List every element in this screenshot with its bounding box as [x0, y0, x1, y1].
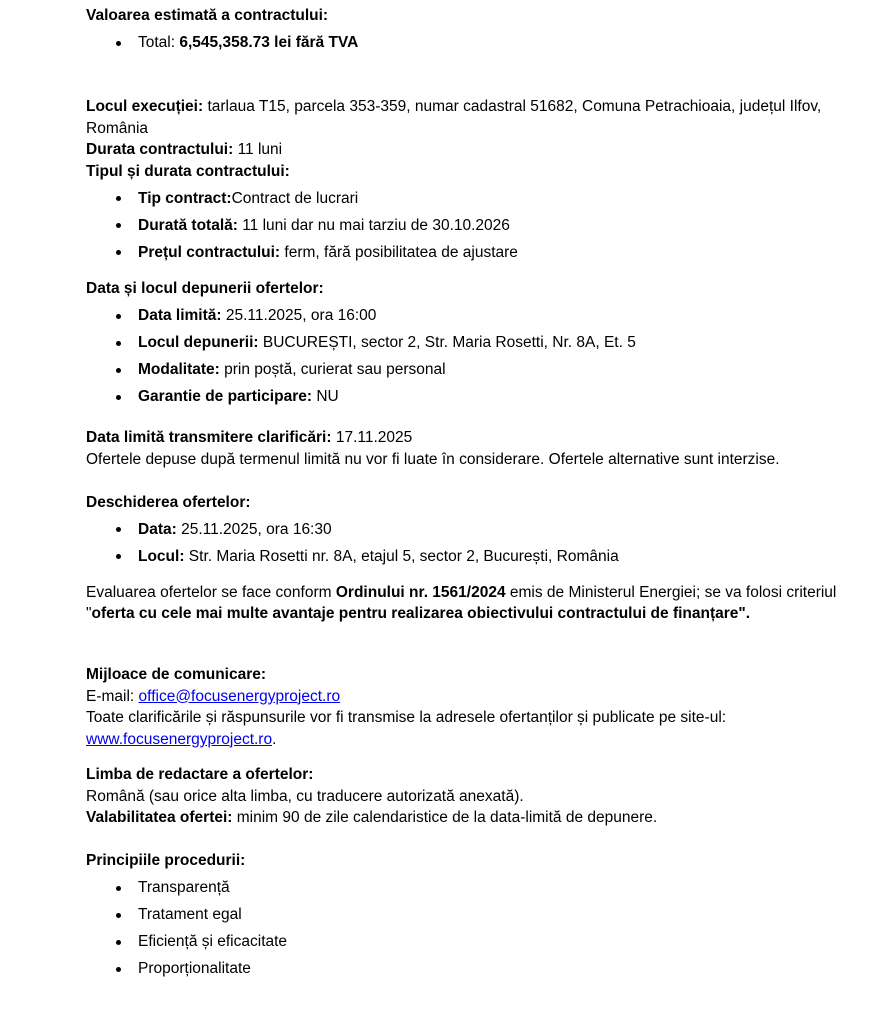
- opening-list: [86, 519, 846, 568]
- opening-data-label: Data:: [138, 520, 177, 538]
- estimated-value-heading: Valoarea estimată a contractului:: [86, 7, 329, 24]
- data-limita-label: Data limită:: [138, 307, 222, 324]
- contract-duration-line: [86, 139, 846, 161]
- execution-section: [86, 96, 846, 182]
- total-value: 6,545,358.73 lei fără TVA: [179, 34, 359, 51]
- communication-section: [86, 664, 846, 750]
- locul-depunerii-text: BUCUREȘTI, sector 2, Str. Maria Rosetti, Nr. 8A, Et. 5: [258, 334, 636, 351]
- list-item-proportionalitate: Proporționalitate: [138, 958, 846, 980]
- total-label: Total:: [138, 34, 180, 51]
- opening-data-text: 25.11.2025, ora 16:30: [176, 520, 332, 538]
- validity-line: [86, 807, 846, 829]
- list-item-transparenta: Transparență: [138, 877, 846, 899]
- evaluation-text-1: Evaluarea ofertelor se face conform: [86, 583, 336, 601]
- communication-note-period: .: [272, 730, 277, 748]
- principles-list: [86, 877, 846, 980]
- evaluation-text-3: ".: [738, 605, 751, 622]
- list-item-pret-contract: [138, 242, 846, 264]
- durata-totala-text: 11 luni dar nu mai tarziu de 30.10.2026: [237, 216, 510, 234]
- email-label: E-mail:: [86, 687, 139, 705]
- opening-heading: Deschiderea ofertelor:: [86, 493, 251, 511]
- tip-contract-label: Tip contract:: [138, 189, 232, 207]
- principles-heading: Principiile procedurii:: [86, 852, 246, 869]
- clarifications-note: Ofertele depuse după termenul limită nu vor fi luate în considerare. Ofertele alternative sunt interzise.: [86, 450, 780, 468]
- list-item-garantie: [138, 386, 846, 408]
- garantie-text: NU: [312, 388, 339, 405]
- clarifications-date: 17.11.2025: [331, 429, 413, 446]
- communication-note-text: Toate clarificările și răspunsurile vor fi transmise la adresele ofertanților și publicate pe site-ul:: [86, 709, 727, 726]
- evaluation-text-2: emis de Ministerul Energiei; se va folosi criteriul ": [86, 583, 837, 622]
- validity-label: Valabilitatea ofertei:: [86, 809, 233, 826]
- language-text: Română (sau orice alta limba, cu traducere autorizată anexată).: [86, 787, 524, 805]
- language-heading: Limba de redactare a ofertelor:: [86, 766, 314, 783]
- data-limita-text: 25.11.2025, ora 16:00: [221, 307, 377, 324]
- clarifications-section: [86, 427, 846, 470]
- list-item-opening-data: [138, 519, 846, 541]
- evaluation-criterion: oferta cu cele mai multe avantaje pentru realizarea obiectivului contractului de finanțare: [91, 605, 739, 622]
- list-item-locul-depunerii: [138, 332, 846, 354]
- list-item-opening-locul: [138, 546, 846, 568]
- list-item-tratament-egal: Tratament egal: [138, 904, 846, 926]
- language-section: [86, 764, 846, 829]
- clarifications-deadline-line: [86, 427, 846, 449]
- communication-note: [86, 707, 846, 750]
- list-item-tip-contract: [138, 188, 846, 210]
- list-item-durata-totala: [138, 215, 846, 237]
- garantie-label: Garantie de participare:: [138, 388, 313, 405]
- opening-locul-text: Str. Maria Rosetti nr. 8A, etajul 5, sector 2, București, România: [184, 547, 619, 565]
- list-item-eficienta: Eficiență și eficacitate: [138, 931, 846, 953]
- locul-depunerii-label: Locul depunerii:: [138, 334, 259, 351]
- email-line: [86, 686, 846, 708]
- validity-text: minim 90 de zile calendaristice de la data-limită de depunere.: [232, 809, 658, 826]
- execution-location-line: [86, 96, 846, 139]
- pret-contract-label: Prețul contractului:: [138, 243, 281, 261]
- duration-text: 11 luni: [233, 141, 283, 158]
- clarifications-label: Data limită transmitere clarificări:: [86, 429, 332, 446]
- modalitate-label: Modalitate:: [138, 361, 220, 378]
- list-item-total: [138, 32, 846, 54]
- duration-label: Durata contractului:: [86, 141, 234, 158]
- opening-locul-label: Locul:: [138, 547, 185, 565]
- contract-type-heading: Tipul și durata contractului:: [86, 162, 290, 180]
- email-link[interactable]: office@focusenergyproject.ro: [138, 687, 341, 705]
- contract-type-list: [86, 188, 846, 264]
- evaluation-order-ref: Ordinului nr. 1561/2024: [335, 583, 506, 601]
- durata-totala-label: Durată totală:: [138, 216, 238, 234]
- submission-list: [86, 305, 846, 408]
- location-label: Locul execuției:: [86, 98, 204, 115]
- modalitate-text: prin poștă, curierat sau personal: [219, 361, 446, 378]
- communication-heading: Mijloace de comunicare:: [86, 666, 267, 683]
- list-item-data-limita: [138, 305, 846, 327]
- submission-heading: Data și locul depunerii ofertelor:: [86, 280, 324, 297]
- tip-contract-text: Contract de lucrari: [231, 189, 359, 207]
- location-text: tarlaua T15, parcela 353-359, numar cadastral 51682, Comuna Petrachioaia, județul Ilfov, România: [86, 98, 822, 137]
- estimated-value-list: [86, 32, 846, 54]
- pret-contract-text: ferm, fără posibilitatea de ajustare: [280, 243, 518, 261]
- evaluation-paragraph: [86, 582, 846, 625]
- website-link[interactable]: www.focusenergyproject.ro: [86, 730, 273, 748]
- list-item-modalitate: [138, 359, 846, 381]
